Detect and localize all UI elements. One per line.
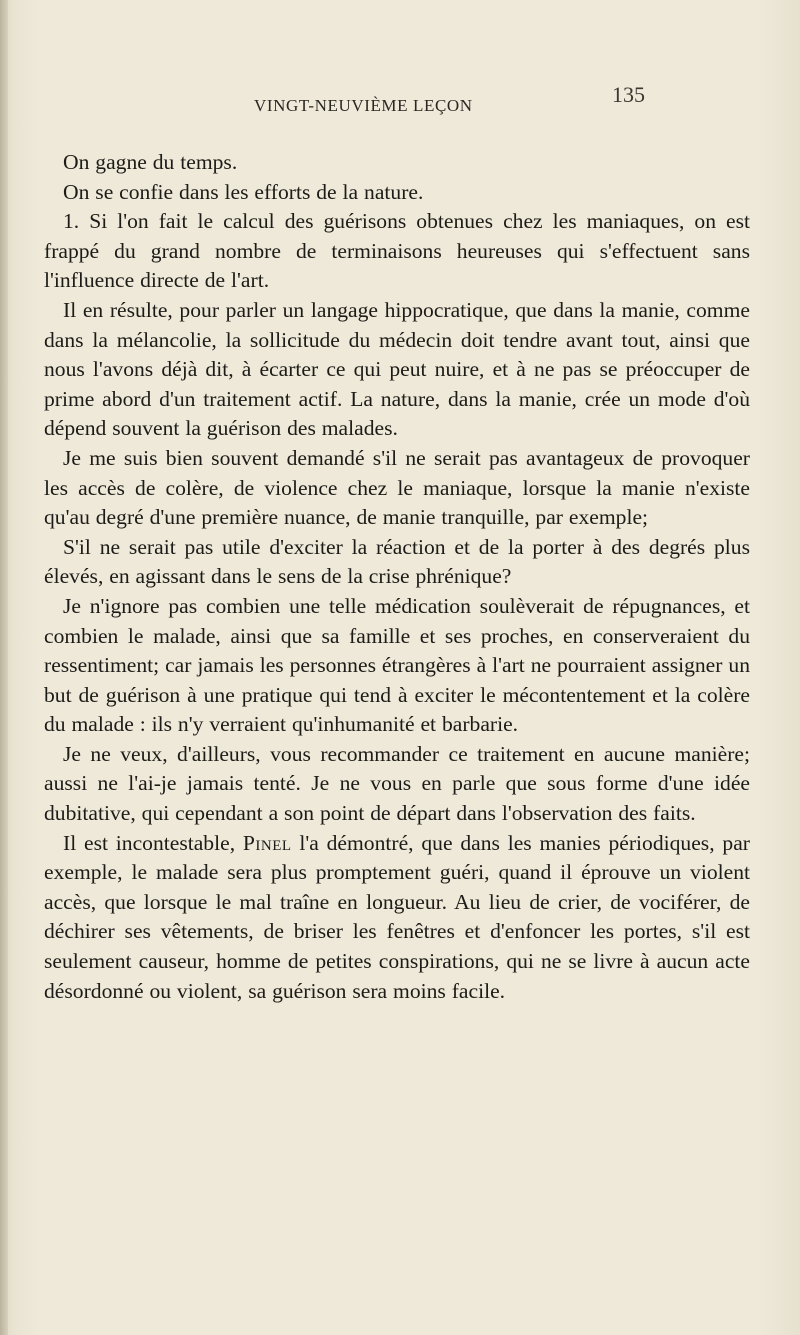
author-name: Pinel bbox=[242, 830, 292, 855]
paragraph-6: S'il ne serait pas utile d'exciter la réaction et de la porter à des degrés plus élevés, en agissant dans le sens de la crise phrénique? bbox=[44, 534, 750, 589]
paragraph-7: Je n'ignore pas combien une telle médication soulèverait de répugnances, et combien le malade, ainsi que sa famille et ses proches, en conserveraient du ressentiment; car jamais les personnes étrangères à l'art ne pourraient assigner un but de guérison à une pratique qui tend à exciter le mécontentement et la colère du malade : ils n'y verraient qu'inhumanité et barbarie. bbox=[44, 593, 750, 737]
paragraph-2: On se confie dans les efforts de la nature. bbox=[63, 179, 424, 204]
paragraph-9 bbox=[44, 829, 750, 1007]
paragraph-8: Je ne veux, d'ailleurs, vous recommander ce traitement en aucune manière; aussi ne l'ai-je jamais tenté. Je ne vous en parle que sous forme d'une idée dubitative, qui cependant a son point de départ dans l'observation des faits. bbox=[44, 741, 750, 826]
paragraph-5: Je me suis bien souvent demandé s'il ne serait pas avantageux de provoquer les accès de colère, de violence chez le maniaque, lorsque la manie n'existe qu'au degré d'une première nuance, de manie tranquille, par exemple; bbox=[44, 445, 750, 530]
binding-edge bbox=[0, 0, 8, 1335]
body-text bbox=[44, 148, 750, 1006]
paragraph-9-start: Il est incontestable, bbox=[63, 830, 236, 855]
page-header bbox=[0, 82, 800, 122]
paragraph-1: On gagne du temps. bbox=[63, 150, 238, 174]
paragraph-4: Il en résulte, pour parler un langage hippocratique, que dans la manie, comme dans la mélancolie, la sollicitude du médecin doit tendre avant tout, ainsi que nous l'avons déjà dit, à écarter ce qui peut nuire, et à ne pas se préoccuper de prime abord d'un traitement actif. La nature, dans la manie, crée un mode d'où dépend souvent la guérison des malades. bbox=[44, 297, 750, 441]
running-head: VINGT-NEUVIÈME LEÇON bbox=[254, 96, 473, 115]
paragraph-9-rest: l'a démontré, que dans les manies périodiques, par exemple, le malade sera plus promptement guéri, quand il éprouve un violent accès, que lorsque le mal traîne en longueur. Au lieu de crier, de vociférer, de déchirer ses vêtements, de briser les fenêtres et d'enfoncer les portes, s'il est seulement causeur, homme de petites conspirations, qui ne se livre à aucun acte désordonné ou violent, sa guérison sera moins facile. bbox=[44, 830, 750, 1003]
page-number: 135 bbox=[612, 82, 645, 107]
paragraph-3: 1. Si l'on fait le calcul des guérisons obtenues chez les maniaques, on est frappé du grand nombre de terminaisons heureuses qui s'effectuent sans l'influence directe de l'art. bbox=[44, 209, 750, 293]
